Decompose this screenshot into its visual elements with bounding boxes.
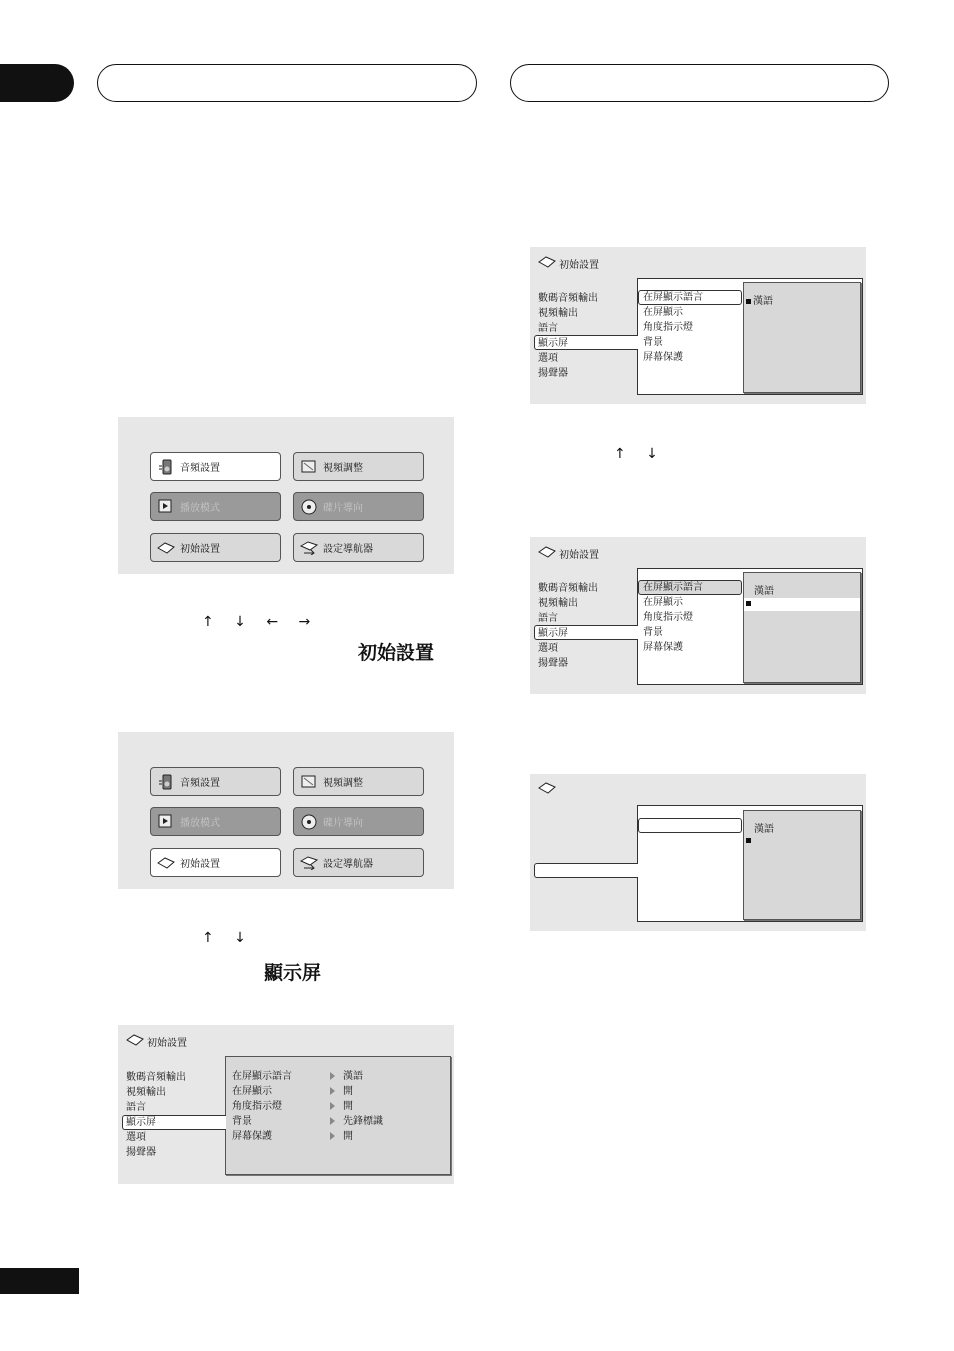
category-item[interactable]: 數碼音頻輸出 [538, 583, 598, 594]
setting-item[interactable]: 背景 [643, 337, 663, 348]
arrow-right-icon [330, 1132, 335, 1140]
arrow-right-icon [330, 1072, 335, 1080]
home-menu-screen-2 [118, 732, 454, 889]
setting-value: 開 [343, 1131, 353, 1142]
arrow-right-icon [330, 1087, 335, 1095]
setting-item[interactable]: 在屏顯示 [232, 1086, 272, 1097]
category-list [538, 581, 598, 671]
selected-marker-icon [746, 838, 751, 843]
video-adjust-button[interactable]: 視頻調整 [293, 452, 424, 481]
category-item[interactable]: 揚聲器 [538, 368, 568, 379]
setting-list [639, 580, 703, 655]
speaker-icon [157, 773, 175, 791]
option-item[interactable] [746, 835, 753, 846]
setting-item[interactable]: 在屏顯示語言 [643, 582, 703, 593]
navigator-icon [300, 539, 318, 557]
home-menu-screen-1 [118, 417, 454, 574]
setup-icon [157, 539, 175, 557]
video-adjust-button[interactable]: 視頻調整 [293, 767, 424, 796]
category-item[interactable]: 揚聲器 [126, 1147, 156, 1158]
setup-icon [157, 854, 175, 872]
setup-navigator-button[interactable]: 設定導航器 [293, 533, 424, 562]
setting-item[interactable]: 屏幕保護 [643, 642, 683, 653]
osd-language-screen-1 [530, 247, 866, 404]
step1-target-word: 初始設置 [358, 642, 435, 664]
monitor-icon [300, 773, 318, 791]
setting-item[interactable]: 屏幕保護 [643, 352, 683, 363]
arrow-right-icon [330, 1102, 335, 1110]
osd-language-screen-2 [530, 537, 866, 694]
category-list [538, 291, 598, 381]
setup-icon [126, 1034, 144, 1049]
play-mode-button[interactable]: 播放模式 [150, 492, 281, 521]
header-pill-left [97, 64, 477, 102]
setting-highlight [638, 818, 742, 833]
setting-list [639, 290, 703, 365]
step2-arrow-keys: ↑ ↓ [202, 930, 254, 946]
setting-item[interactable]: 在屏顯示語言 [232, 1071, 292, 1082]
header-pill-right [510, 64, 889, 102]
setting-item[interactable]: 在屏顯示語言 [643, 292, 703, 303]
setting-value: 漢語 [343, 1071, 363, 1082]
category-item[interactable]: 語言 [538, 613, 558, 624]
category-item[interactable]: 語言 [126, 1102, 146, 1113]
option-item[interactable]: 漢語 [754, 586, 774, 597]
play-mode-icon [157, 813, 175, 831]
category-item[interactable]: 語言 [538, 323, 558, 334]
setting-value: 開 [343, 1086, 353, 1097]
selected-marker-icon [746, 299, 751, 304]
menu-title: 初始設置 [538, 546, 599, 561]
disc-icon [300, 498, 318, 516]
value-list [326, 1069, 383, 1144]
category-item[interactable]: 顯示屏 [538, 628, 568, 639]
audio-settings-button[interactable]: 音頻設置 [150, 767, 281, 796]
osd-language-screen-3 [530, 774, 866, 931]
category-item[interactable]: 數碼音頻輸出 [126, 1072, 186, 1083]
initial-settings-button[interactable]: 初始設置 [150, 533, 281, 562]
category-item[interactable]: 顯示屏 [126, 1117, 156, 1128]
option-item[interactable]: 漢語 [746, 292, 773, 307]
setting-value: 開 [343, 1101, 353, 1112]
setting-list [228, 1069, 292, 1144]
menu-title [538, 782, 556, 797]
speaker-icon [157, 458, 175, 476]
disc-icon [300, 813, 318, 831]
setup-navigator-button[interactable]: 設定導航器 [293, 848, 424, 877]
page-number-tab [0, 1268, 79, 1294]
setting-item[interactable]: 角度指示燈 [232, 1101, 282, 1112]
category-item[interactable]: 揚聲器 [538, 658, 568, 669]
step1-arrow-keys: ↑ ↓ ← → [202, 614, 319, 630]
navigator-icon [300, 854, 318, 872]
audio-settings-button[interactable]: 音頻設置 [150, 452, 281, 481]
category-highlight [534, 863, 638, 878]
initial-settings-display-screen [118, 1025, 454, 1184]
setting-item[interactable]: 屏幕保護 [232, 1131, 272, 1142]
category-item[interactable]: 視頻輸出 [126, 1087, 166, 1098]
setup-icon [538, 256, 556, 271]
play-mode-icon [157, 498, 175, 516]
selected-marker-icon [746, 601, 751, 606]
initial-settings-button[interactable]: 初始設置 [150, 848, 281, 877]
option-highlight [744, 598, 860, 611]
monitor-icon [300, 458, 318, 476]
category-item[interactable]: 選項 [538, 643, 558, 654]
step3-arrow-keys: ↑ ↓ [614, 446, 666, 462]
setting-item[interactable]: 背景 [643, 627, 663, 638]
setting-item[interactable]: 背景 [232, 1116, 252, 1127]
play-mode-button[interactable]: 播放模式 [150, 807, 281, 836]
setting-item[interactable]: 角度指示燈 [643, 612, 693, 623]
category-item[interactable]: 選項 [538, 353, 558, 364]
category-item[interactable]: 視頻輸出 [538, 598, 578, 609]
setting-value: 先鋒標識 [343, 1116, 383, 1127]
menu-title: 初始設置 [538, 256, 599, 271]
category-list [126, 1070, 186, 1160]
option-item[interactable]: 漢語 [754, 824, 774, 835]
arrow-right-icon [330, 1117, 335, 1125]
disc-navigator-button[interactable]: 碟片導向 [293, 807, 424, 836]
category-item[interactable]: 選項 [126, 1132, 146, 1143]
category-item[interactable]: 顯示屏 [538, 338, 568, 349]
category-item[interactable]: 數碼音頻輸出 [538, 293, 598, 304]
step2-target-word: 顯示屏 [264, 962, 322, 984]
category-item[interactable]: 視頻輸出 [538, 308, 578, 319]
setting-item[interactable]: 在屏顯示 [643, 597, 683, 608]
setup-icon [538, 546, 556, 561]
disc-navigator-button[interactable]: 碟片導向 [293, 492, 424, 521]
chapter-tab [0, 64, 74, 102]
setting-item[interactable]: 在屏顯示 [643, 307, 683, 318]
setup-icon [538, 782, 556, 797]
menu-title: 初始設置 [126, 1034, 187, 1049]
setting-item[interactable]: 角度指示燈 [643, 322, 693, 333]
option-item[interactable] [746, 598, 753, 609]
